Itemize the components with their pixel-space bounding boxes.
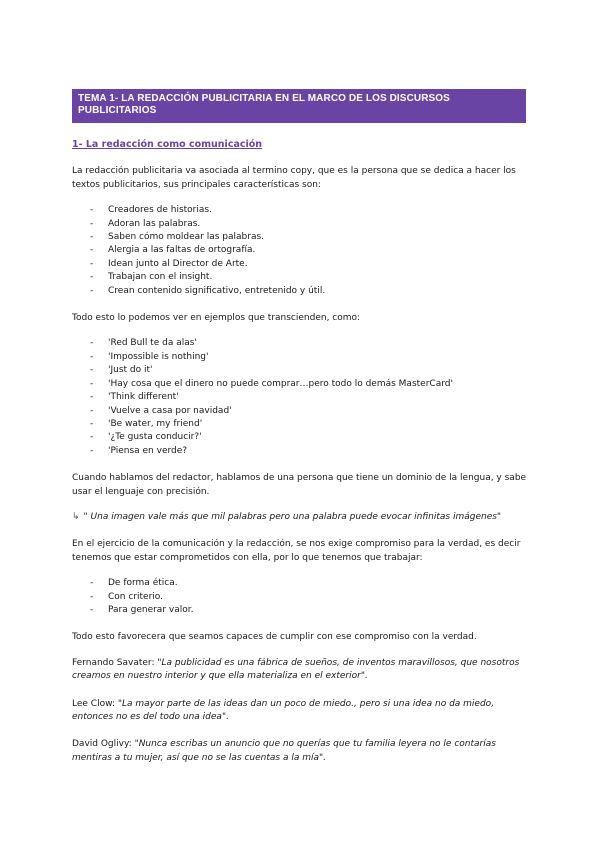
image-quote-text: " Una imagen vale más que mil palabras pero una palabra puede evocar infinitas imágenes" (83, 511, 502, 522)
list-item: - 'Think different' (90, 391, 528, 404)
characteristics-list (72, 204, 528, 298)
slogans-list (72, 337, 528, 458)
list-item: - 'Just do it' (90, 364, 528, 377)
topic-title-bar (72, 89, 526, 123)
list-item: - 'Be water, my friend' (90, 418, 528, 431)
list-item: - Alergia a las faltas de ortografía. (90, 244, 528, 257)
examples-intro: Todo esto lo podemos ver en ejemplos que transcienden, como: (72, 313, 361, 324)
list-item: - 'Impossible is nothing' (90, 351, 528, 364)
favor-paragraph: Todo esto favorecera que seamos capaces de cumplir con ese compromiso con la verdad. (72, 632, 477, 643)
quote-clow (72, 698, 528, 725)
quote-author: David Oglivy: (72, 739, 132, 750)
intro-paragraph: La redacción publicitaria va asociada al termino copy, que es la persona que se dedica a hacer los textos publicitarios, sus principales características son: (72, 166, 516, 190)
quote-author: Lee Clow: (72, 698, 115, 709)
list-item: - 'Vuelve a casa por navidad' (90, 405, 528, 418)
document-content (72, 138, 528, 779)
topic-title: TEMA 1- LA REDACCIÓN PUBLICITARIA EN EL MARCO DE LOS DISCURSOS PUBLICITARIOS (78, 93, 450, 116)
list-item: - Adoran las palabras. (90, 218, 528, 231)
list-item: - Con criterio. (90, 591, 528, 604)
list-item: - Trabajan con el insight. (90, 271, 528, 284)
image-quote (72, 511, 528, 524)
quote-text: "La publicidad es una fábrica de sueños, de inventos maravillosos, que nosotros creamos en nuestro interior y que ella materializa en el exterior". (72, 657, 520, 682)
quote-text: "La mayor parte de las ideas dan un poco de miedo., pero si una idea no da miedo, entonces no es del todo una idea". (72, 698, 495, 722)
quote-ogilvy (72, 738, 528, 765)
list-item: - Creadores de historias. (90, 204, 528, 217)
list-item: - '¿Te gusta conducir?' (90, 431, 528, 444)
redactor-paragraph: Cuando hablamos del redactor, hablamos de una persona que tiene un dominio de la lengua, y sabe usar el lenguaje con precisión. (72, 473, 527, 497)
list-item: - 'Hay cosa que el dinero no puede comprar…pero todo lo demás MasterCard' (90, 378, 528, 391)
ethics-intro: En el ejercicio de la comunicación y la redacción, se nos exige compromiso para la verdad, es decir tenemos que estar comprometidos con ella, por lo que tenemos que trabajar: (72, 539, 521, 563)
list-item: - De forma ética. (90, 577, 528, 590)
quote-text: "Nunca escribas un anuncio que no querías que tu familia leyera no le contarías mentiras a tu mujer, así que no se las cuentas a la mía". (72, 739, 496, 763)
quote-savater (72, 657, 528, 684)
ethics-list (72, 577, 528, 617)
list-item: - Para generar valor. (90, 604, 528, 617)
list-item: - Idean junto al Director de Arte. (90, 258, 528, 271)
list-item: - 'Piensa en verde? (90, 445, 528, 458)
list-item: - 'Red Bull te da alas' (90, 337, 528, 350)
quote-author: Fernando Savater: (72, 657, 155, 668)
list-item: - Crean contenido significativo, entretenido y útil. (90, 285, 528, 298)
list-item: - Saben cómo moldear las palabras. (90, 231, 528, 244)
section-title: 1- La redacción como comunicación (72, 139, 263, 150)
arrow-icon: ↳ (72, 511, 80, 522)
